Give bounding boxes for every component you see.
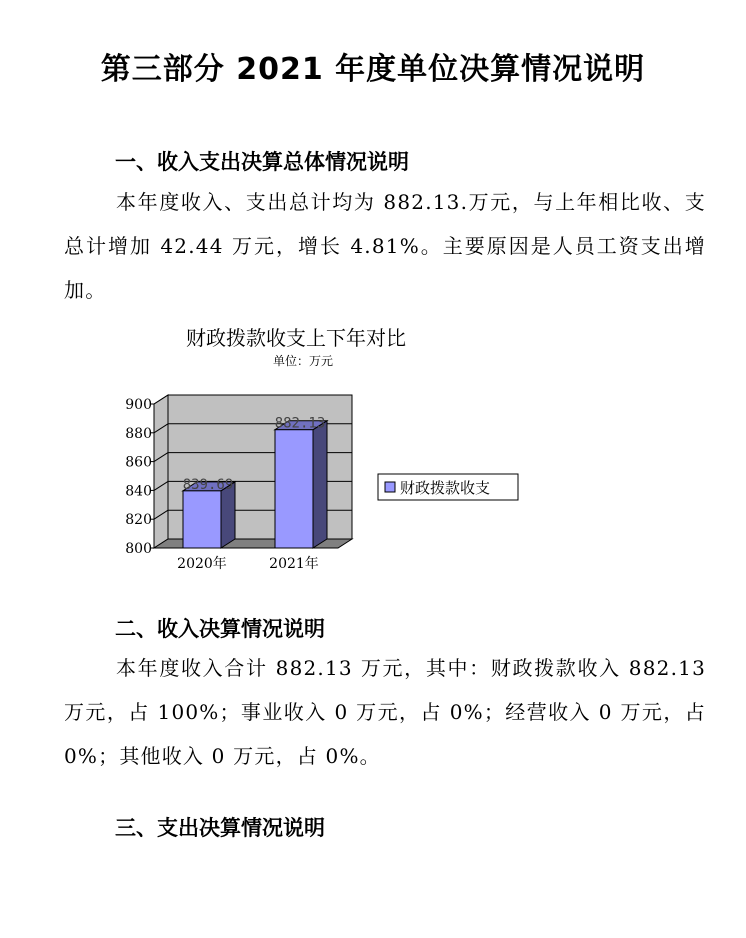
section-paragraph-2: 本年度收入合计 882.13 万元，其中：财政拨款收入 882.13 万元，占 100%；事业收入 0 万元，占 0%；经营收入 0 万元，占 0%；其他收入 0 万元，占 0%。 xyxy=(64,656,706,768)
section-paragraph-1: 本年度收入、支出总计均为 882.13.万元，与上年相比收、支总计增加 42.44 万元，增长 4.81%。主要原因是人员工资支出增加。 xyxy=(64,190,706,302)
section-heading-3: 三、支出决算情况说明 xyxy=(115,816,325,840)
bar xyxy=(275,430,313,548)
x-tick-label: 2021年 xyxy=(269,556,319,572)
legend-label: 财政拨款收支 xyxy=(400,479,491,497)
bar-side xyxy=(313,421,327,548)
data-label: 839.69 xyxy=(182,476,234,493)
chart-unit: 单位：万元 xyxy=(273,354,334,368)
x-tick-label: 2020年 xyxy=(177,556,227,572)
y-tick-label: 900 xyxy=(125,397,152,413)
y-tick-label: 880 xyxy=(125,425,152,442)
page-title: 第三部分 2021 年度单位决算情况说明 xyxy=(100,52,646,87)
chart-title: 财政拨款收支上下年对比 xyxy=(186,326,406,350)
bar xyxy=(183,491,221,548)
y-tick-label: 800 xyxy=(125,541,152,557)
section-heading-1: 一、收入支出决算总体情况说明 xyxy=(115,150,409,174)
bar-chart xyxy=(118,384,538,584)
y-tick-label: 820 xyxy=(125,512,152,529)
legend-swatch xyxy=(385,482,395,492)
y-tick-label: 840 xyxy=(125,483,152,500)
data-label: 882.13 xyxy=(274,415,326,432)
y-tick-label: 860 xyxy=(125,454,152,471)
section-heading-2: 二、收入决算情况说明 xyxy=(115,617,325,641)
chart-side-wall xyxy=(154,395,168,548)
